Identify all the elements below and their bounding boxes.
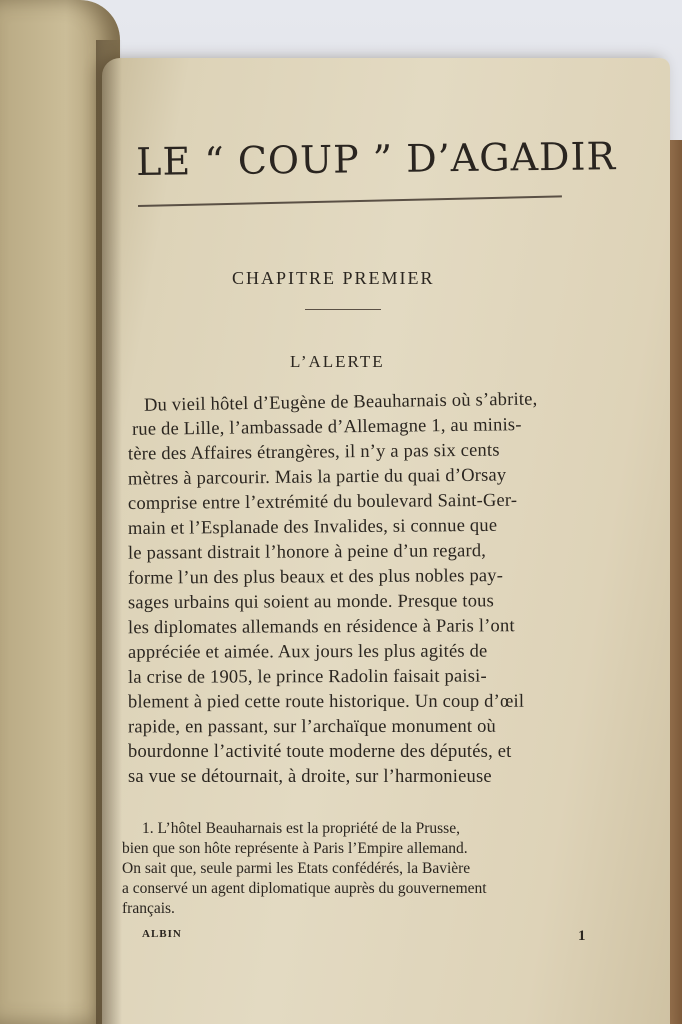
body-line: Du vieil hôtel d’Eugène de Beauharnais où s’abrite, [143, 389, 538, 416]
body-line: bourdonne l’activité toute moderne des députés, et [128, 742, 512, 762]
chapter-heading: CHAPITRE PREMIER [232, 268, 435, 288]
footnote-line: On sait que, seule parmi les Etats confédérés, la Bavière [122, 860, 471, 877]
book-title: LE “ COUP ” D’AGADIR [136, 134, 617, 184]
body-line: main et l’Esplanade des Invalides, si connue que [127, 515, 498, 540]
body-text [127, 389, 598, 812]
page-number: 1 [578, 928, 586, 944]
body-line: sa vue se détournait, à droite, sur l’harmonieuse [128, 767, 492, 787]
body-line: rue de Lille, l’ambassade d’Allemagne 1, au minis- [131, 415, 522, 440]
printer-signature: ALBIN [142, 928, 182, 940]
body-line: tère des Affaires étrangères, il n’y a pas six cents [127, 440, 500, 465]
body-line: appréciée et aimée. Aux jours les plus agités de [127, 641, 488, 663]
body-line: mètres à parcourir. Mais la partie du quai d’Orsay [127, 465, 507, 490]
body-line: blement à pied cette route historique. Un coup d’œil [127, 691, 525, 713]
footnote [120, 820, 620, 930]
body-line: les diplomates allemands en résidence à Paris l’ont [127, 616, 515, 639]
footnote-line: 1. L’hôtel Beauharnais est la propriété de la Prusse, [142, 820, 460, 837]
body-line: le passant distrait l’honore à peine d’un regard, [127, 541, 487, 564]
book-gutter-shadow [96, 40, 122, 1024]
footnote-line: a conservé un agent diplomatique auprès du gouvernement [122, 880, 487, 897]
body-line: la crise de 1905, le prince Radolin faisait paisi- [127, 666, 487, 688]
footnote-line: bien que son hôte représente à Paris l’Empire allemand. [122, 840, 468, 857]
body-line: rapide, en passant, sur l’archaïque monument où [127, 716, 497, 738]
chapter-rule [305, 309, 381, 310]
section-heading: L’ALERTE [290, 352, 385, 371]
body-line: forme l’un des plus beaux et des plus nobles pay- [127, 566, 504, 589]
body-line: sages urbains qui soient au monde. Presque tous [127, 591, 495, 614]
footnote-line: français. [122, 900, 175, 917]
body-line: comprise entre l’extrémité du boulevard Saint-Ger- [127, 490, 518, 515]
